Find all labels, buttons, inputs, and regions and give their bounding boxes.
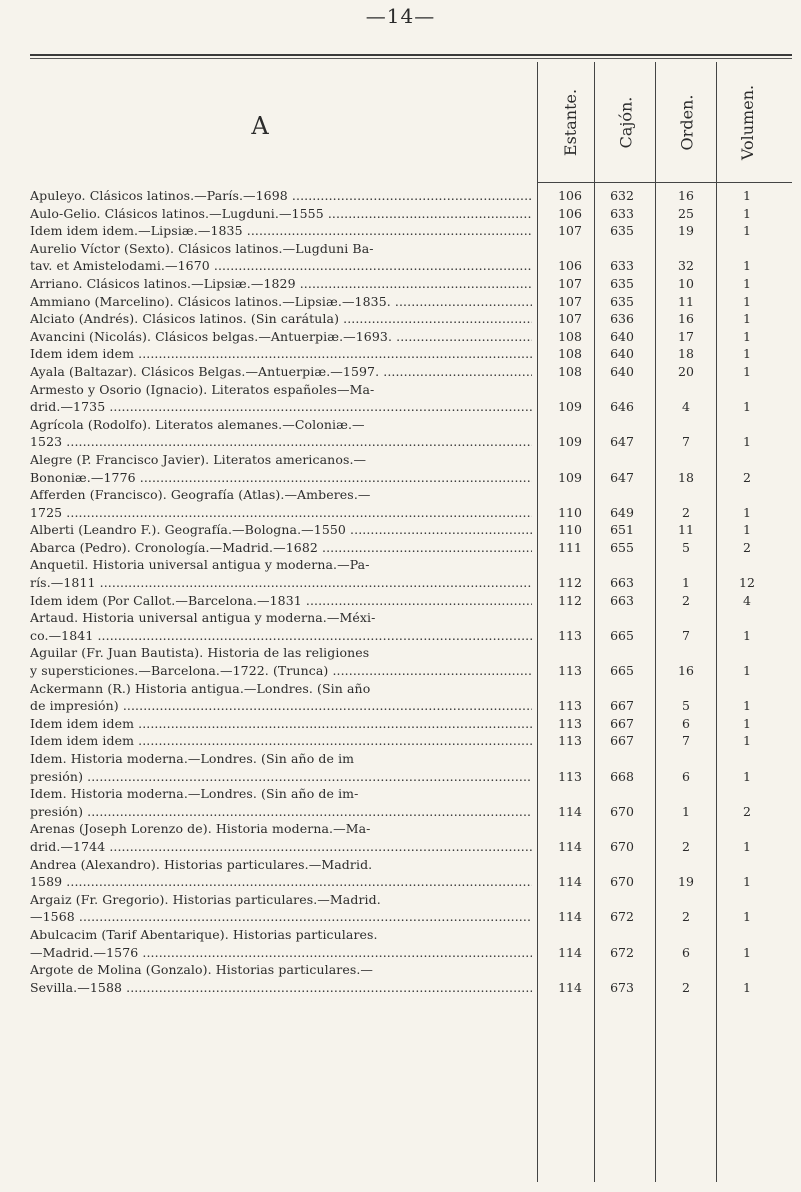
catalog-entry <box>0 521 801 539</box>
orden-value: 16 <box>678 188 694 203</box>
orden-value: 7 <box>682 733 690 749</box>
estante-value: 110 <box>558 504 582 520</box>
volumen-value: 1 <box>743 363 751 379</box>
cajon-value: 667 <box>610 715 634 731</box>
catalog-entry <box>0 539 801 557</box>
orden-value: 2 <box>682 979 690 995</box>
catalog-entry <box>0 293 801 311</box>
entry-title-line: Andrea (Alexandro). Historias particulares.—Madrid. <box>30 856 373 872</box>
catalog-entry <box>0 556 801 591</box>
volumen-value: 1 <box>743 979 751 995</box>
entry-title-line: Apuleyo. Clásicos latinos.—París.—1698 ..... <box>30 188 532 203</box>
catalog-entry <box>0 310 801 328</box>
cajon-value: 667 <box>610 733 634 749</box>
volumen-value: 2 <box>743 803 751 819</box>
entry-title-line: Idem. Historia moderna.—Londres. (Sin año de im- <box>30 786 359 802</box>
catalog-entry <box>0 785 801 820</box>
cajon-value: 665 <box>610 627 634 643</box>
orden-value: 6 <box>682 768 690 784</box>
cajon-value: 672 <box>610 944 634 960</box>
estante-value: 108 <box>558 328 582 344</box>
estante-value: 106 <box>558 258 582 274</box>
volumen-value: 1 <box>743 733 751 749</box>
volumen-value: 1 <box>743 768 751 784</box>
catalog-entry <box>0 363 801 381</box>
entry-title-line: Idem idem idem ..... <box>30 716 532 731</box>
cajon-value: 647 <box>610 469 634 485</box>
catalog-entry <box>0 732 801 750</box>
cajon-value: 635 <box>610 275 634 291</box>
estante-value: 106 <box>558 205 582 221</box>
volumen-value: 1 <box>743 698 751 714</box>
catalog-entry <box>0 750 801 785</box>
entry-title-line: Abarca (Pedro). Cronología.—Madrid.—1682 ..... <box>30 540 532 555</box>
volumen-value: 1 <box>743 328 751 344</box>
orden-value: 2 <box>682 504 690 520</box>
orden-value: 2 <box>682 909 690 925</box>
estante-value: 108 <box>558 363 582 379</box>
volumen-value: 1 <box>743 715 751 731</box>
entry-title-line: Anquetil. Historia universal antigua y moderna.—Pa- <box>30 557 370 573</box>
orden-value: 16 <box>678 311 694 327</box>
cajon-value: 635 <box>610 293 634 309</box>
entry-title-line: Sevilla.—1588 ..... <box>30 980 532 995</box>
entry-title-line: 1725 ..... <box>30 505 532 520</box>
entry-title-line: Bononiæ.—1776 ..... <box>30 470 532 485</box>
cajon-value: 663 <box>610 575 634 591</box>
volumen-value: 1 <box>743 311 751 327</box>
volumen-value: 1 <box>743 275 751 291</box>
estante-value: 109 <box>558 434 582 450</box>
orden-value: 19 <box>678 874 694 890</box>
cajon-value: 635 <box>610 223 634 239</box>
cajon-value: 649 <box>610 504 634 520</box>
estante-value: 113 <box>558 733 582 749</box>
volumen-value: 1 <box>743 874 751 890</box>
orden-value: 18 <box>678 346 694 362</box>
orden-value: 5 <box>682 539 690 555</box>
catalog-entry <box>0 222 801 240</box>
catalog-list <box>0 187 801 996</box>
entry-title-line: Alberti (Leandro F.). Geografía.—Bologna.—1550 ..... <box>30 522 532 537</box>
volumen-value: 2 <box>743 539 751 555</box>
cajon-value: 651 <box>610 522 634 538</box>
catalog-entry <box>0 416 801 451</box>
entry-title-line: Idem idem (Por Callot.—Barcelona.—1831 ..... <box>30 593 532 608</box>
orden-value: 7 <box>682 627 690 643</box>
entry-title-line: drid.—1744 ..... <box>30 839 532 854</box>
entry-title-line: Artaud. Historia universal antigua y moderna.—Méxi- <box>30 610 376 626</box>
entry-title-line: Alciato (Andrés). Clásicos latinos. (Sin carátula) ..... <box>30 311 532 326</box>
volumen-value: 1 <box>743 223 751 239</box>
estante-value: 112 <box>558 592 582 608</box>
cajon-value: 670 <box>610 874 634 890</box>
entry-title-line: Idem idem idem.—Lipsiæ.—1835 ..... <box>30 223 532 238</box>
orden-value: 25 <box>678 205 694 221</box>
entry-title-line: de impresión) ..... <box>30 698 532 713</box>
estante-value: 112 <box>558 575 582 591</box>
header-rule <box>30 54 792 56</box>
catalog-entry <box>0 680 801 715</box>
estante-value: 114 <box>558 838 582 854</box>
entry-title-line: Agrícola (Rodolfo). Literatos alemanes.—Coloniæ.— <box>30 416 365 432</box>
catalog-entry <box>0 451 801 486</box>
catalog-entry <box>0 240 801 275</box>
cajon-value: 667 <box>610 698 634 714</box>
entry-title-line: Avancini (Nicolás). Clásicos belgas.—Antuerpiæ.—1693. ..... <box>30 329 532 344</box>
column-header-volumen: Volumen. <box>738 84 758 160</box>
header-rule-thin <box>30 58 792 59</box>
estante-value: 107 <box>558 293 582 309</box>
entry-title-line: Aurelio Víctor (Sexto). Clásicos latinos.—Lugduni Ba- <box>30 240 374 256</box>
entry-title-line: Alegre (P. Francisco Javier). Literatos americanos.— <box>30 451 367 467</box>
orden-value: 10 <box>678 275 694 291</box>
volumen-value: 1 <box>743 838 751 854</box>
column-header-orden: Orden. <box>677 94 697 150</box>
catalog-entry <box>0 328 801 346</box>
estante-value: 109 <box>558 399 582 415</box>
cajon-value: 672 <box>610 909 634 925</box>
section-letter: A <box>251 112 269 140</box>
entry-title-line: presión) ..... <box>30 804 532 819</box>
catalog-entry <box>0 275 801 293</box>
volumen-value: 1 <box>743 944 751 960</box>
volumen-value: 1 <box>743 522 751 538</box>
volumen-value: 1 <box>743 258 751 274</box>
cajon-value: 670 <box>610 803 634 819</box>
cajon-value: 655 <box>610 539 634 555</box>
catalog-entry <box>0 381 801 416</box>
orden-value: 6 <box>682 715 690 731</box>
estante-value: 106 <box>558 188 582 203</box>
estante-value: 114 <box>558 909 582 925</box>
orden-value: 2 <box>682 592 690 608</box>
orden-value: 16 <box>678 663 694 679</box>
orden-value: 1 <box>682 803 690 819</box>
estante-value: 114 <box>558 874 582 890</box>
orden-value: 4 <box>682 399 690 415</box>
orden-value: 1 <box>682 575 690 591</box>
catalog-entry <box>0 205 801 223</box>
orden-value: 6 <box>682 944 690 960</box>
estante-value: 113 <box>558 663 582 679</box>
cajon-value: 640 <box>610 328 634 344</box>
entry-title-line: Ammiano (Marcelino). Clásicos latinos.—Lipsiæ.—1835. ..... <box>30 294 532 309</box>
entry-title-line: Ackermann (R.) Historia antigua.—Londres. (Sin año <box>30 680 371 696</box>
entry-title-line: Arriano. Clásicos latinos.—Lipsiæ.—1829 ..... <box>30 276 532 291</box>
entry-title-line: presión) ..... <box>30 769 532 784</box>
entry-title-line: 1589 ..... <box>30 874 532 889</box>
cajon-value: 636 <box>610 311 634 327</box>
entry-title-line: Aguilar (Fr. Juan Bautista). Historia de las religiones <box>30 645 370 661</box>
estante-value: 107 <box>558 275 582 291</box>
orden-value: 11 <box>678 293 694 309</box>
volumen-value: 1 <box>743 399 751 415</box>
volumen-value: 1 <box>743 909 751 925</box>
volumen-value: 1 <box>743 188 751 203</box>
catalog-entry <box>0 486 801 521</box>
estante-value: 109 <box>558 469 582 485</box>
orden-value: 20 <box>678 363 694 379</box>
cajon-value: 633 <box>610 205 634 221</box>
entry-title-line: rís.—1811 ..... <box>30 575 532 590</box>
column-header-estante: Estante. <box>561 88 581 156</box>
volumen-value: 1 <box>743 434 751 450</box>
orden-value: 5 <box>682 698 690 714</box>
catalog-entry <box>0 856 801 891</box>
volumen-value: 2 <box>743 469 751 485</box>
header-separator <box>537 182 792 183</box>
cajon-value: 673 <box>610 979 634 995</box>
volumen-value: 12 <box>739 575 755 591</box>
volumen-value: 1 <box>743 627 751 643</box>
entry-title-line: —1568 ..... <box>30 909 532 924</box>
orden-value: 18 <box>678 469 694 485</box>
estante-value: 114 <box>558 944 582 960</box>
entry-title-line: Ayala (Baltazar). Clásicos Belgas.—Antuerpiæ.—1597. ..... <box>30 364 532 379</box>
entry-title-line: Arenas (Joseph Lorenzo de). Historia moderna.—Ma- <box>30 821 371 837</box>
cajon-value: 663 <box>610 592 634 608</box>
entry-title-line: Idem idem idem ..... <box>30 346 532 361</box>
entry-title-line: 1523 ..... <box>30 434 532 449</box>
estante-value: 114 <box>558 803 582 819</box>
entry-title-line: tav. et Amistelodami.—1670 ..... <box>30 258 532 273</box>
volumen-value: 1 <box>743 346 751 362</box>
catalog-entry <box>0 715 801 733</box>
catalog-entry <box>0 820 801 855</box>
catalog-entry <box>0 891 801 926</box>
orden-value: 17 <box>678 328 694 344</box>
volumen-value: 4 <box>743 592 751 608</box>
entry-title-line: Armesto y Osorio (Ignacio). Literatos españoles—Ma- <box>30 381 375 397</box>
entry-title-line: y supersticiones.—Barcelona.—1722. (Trunca) ..... <box>30 663 532 678</box>
estante-value: 113 <box>558 715 582 731</box>
estante-value: 110 <box>558 522 582 538</box>
entry-title-line: —Madrid.—1576 ..... <box>30 945 532 960</box>
estante-value: 111 <box>558 539 582 555</box>
catalog-entry <box>0 609 801 644</box>
cajon-value: 633 <box>610 258 634 274</box>
catalog-entry <box>0 926 801 961</box>
cajon-value: 640 <box>610 363 634 379</box>
entry-title-line: Abulcacim (Tarif Abentarique). Historias particulares. <box>30 926 378 942</box>
entry-title-line: co.—1841 ..... <box>30 628 532 643</box>
cajon-value: 632 <box>610 188 634 203</box>
cajon-value: 640 <box>610 346 634 362</box>
entry-title-line: Afferden (Francisco). Geografía (Atlas).—Amberes.— <box>30 487 371 503</box>
catalog-entry <box>0 345 801 363</box>
entry-title-line: Argaiz (Fr. Gregorio). Historias particulares.—Madrid. <box>30 891 381 907</box>
orden-value: 19 <box>678 223 694 239</box>
entry-title-line: Aulo-Gelio. Clásicos latinos.—Lugduni.—1555 ..... <box>30 206 532 221</box>
estante-value: 113 <box>558 698 582 714</box>
estante-value: 113 <box>558 627 582 643</box>
entry-title-line: drid.—1735 ..... <box>30 399 532 414</box>
volumen-value: 1 <box>743 663 751 679</box>
volumen-value: 1 <box>743 293 751 309</box>
catalog-entry <box>0 644 801 679</box>
orden-value: 2 <box>682 838 690 854</box>
entry-title-line: Argote de Molina (Gonzalo). Historias particulares.— <box>30 962 374 978</box>
cajon-value: 665 <box>610 663 634 679</box>
orden-value: 7 <box>682 434 690 450</box>
catalog-entry <box>0 592 801 610</box>
cajon-value: 668 <box>610 768 634 784</box>
catalog-entry <box>0 961 801 996</box>
estante-value: 113 <box>558 768 582 784</box>
orden-value: 32 <box>678 258 694 274</box>
estante-value: 107 <box>558 311 582 327</box>
estante-value: 107 <box>558 223 582 239</box>
page-number: —14— <box>365 4 436 28</box>
catalog-entry <box>0 187 801 205</box>
cajon-value: 670 <box>610 838 634 854</box>
estante-value: 108 <box>558 346 582 362</box>
cajon-value: 646 <box>610 399 634 415</box>
estante-value: 114 <box>558 979 582 995</box>
cajon-value: 647 <box>610 434 634 450</box>
entry-title-line: Idem. Historia moderna.—Londres. (Sin año de im <box>30 751 355 766</box>
volumen-value: 1 <box>743 504 751 520</box>
orden-value: 11 <box>678 522 694 538</box>
entry-title-line: Idem idem idem ..... <box>30 733 532 748</box>
volumen-value: 1 <box>743 205 751 221</box>
column-header-cajon: Cajón. <box>616 96 636 148</box>
